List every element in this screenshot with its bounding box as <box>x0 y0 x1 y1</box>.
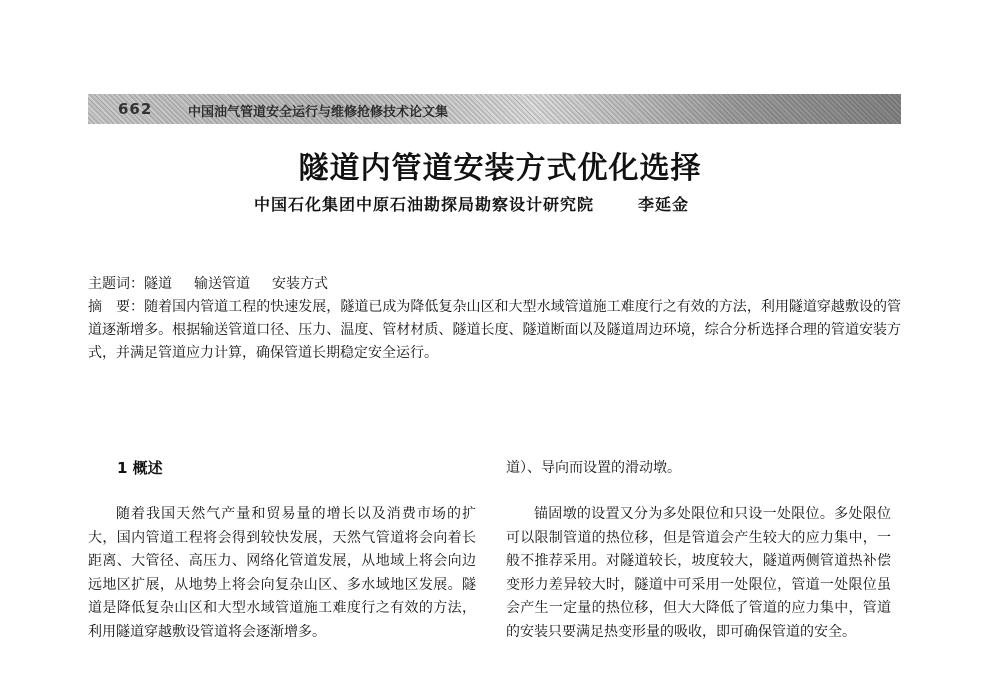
page-number: 662 <box>118 100 153 118</box>
keyword: 安装方式 <box>272 276 328 292</box>
body-fragment-right: 道）、导向而设置的滑动墩。 <box>506 460 681 476</box>
running-header <box>88 94 901 124</box>
section-heading: 1 概述 <box>117 459 163 477</box>
abstract-label: 摘 要： <box>88 299 145 315</box>
keyword: 输送管道 <box>194 276 250 292</box>
keywords <box>88 273 350 293</box>
paper-title: 隧道内管道安装方式优化选择 <box>298 151 702 186</box>
abstract-text: 随着国内管道工程的快速发展，隧道已成为降低复杂山区和大型水域管道施工难度行之有效的方法，利用隧道穿越敷设的管道逐渐增多。根据输送管道口径、压力、温度、管材材质、隧道长度、隧道断面以及隧道周边环境，综合分析选择合理的管道安装方式，并满足管道应力计算，确保管道长期稳定安全运行。 <box>88 299 902 361</box>
affiliation: 中国石化集团中原石油勘探局勘察设计研究院 <box>254 195 595 214</box>
journal-title: 中国油气管道安全运行与维修抢修技术论文集 <box>188 105 449 120</box>
body-paragraph-left: 随着我国天然气产量和贸易量的增长以及消费市场的扩大，国内管道工程将会得到较快发展，天然气管道将会向着长距离、大管径、高压力、网络化管道发展，从地域上将会向边远地区扩展，从地势上将会向复杂山区、多水域地区发展。隧道是降低复杂山区和大型水域管道施工难度行之有效的方法，利用隧道穿越敷设管道将会逐渐增多。 <box>88 506 476 640</box>
body-paragraph-right: 锚固墩的设置又分为多处限位和只设一处限位。多处限位可以限制管道的热位移，但是管道会产生较大的应力集中，一般不推荐采用。对隧道较长，坡度较大，隧道两侧管道热补偿变形力差异较大时，隧道中可采用一处限位，管道一处限位虽会产生一定量的热位移，但大大降低了管道的应力集中，管道的安装只要满足热变形量的吸收，即可确保管道的安全。 <box>506 506 891 640</box>
keyword: 隧道 <box>144 276 172 292</box>
author: 李延金 <box>638 195 690 214</box>
affiliation-line <box>254 192 689 215</box>
keywords-label: 主题词： <box>88 276 144 292</box>
abstract <box>88 296 901 365</box>
